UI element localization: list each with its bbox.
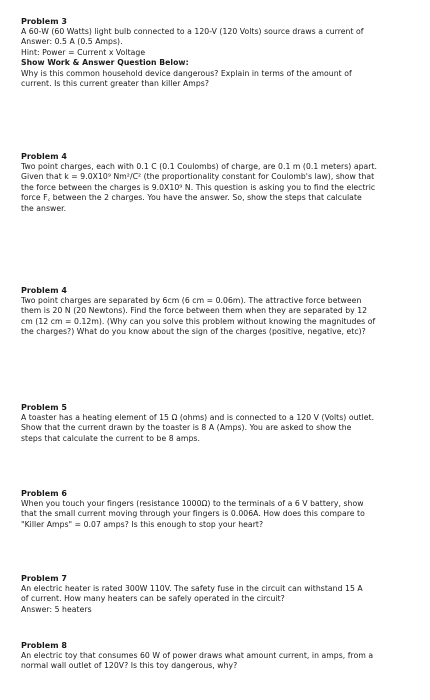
problem-title: Problem 4	[21, 286, 67, 295]
problem-line: force F꜀ between the 2 charges. You have the answer. So, show the steps that calculate	[21, 193, 362, 203]
problem-line: normal wall outlet of 120V? Is this toy dangerous, why?	[21, 661, 238, 671]
problem-7	[21, 574, 417, 615]
problem-title: Problem 7	[21, 574, 67, 583]
problem-line: When you touch your fingers (resistance 1000Ω) to the terminals of a 6 V battery, show	[21, 499, 364, 508]
problem-line: current. Is this current greater than killer Amps?	[21, 79, 209, 89]
problem-instruction: Show Work & Answer Question Below:	[21, 58, 189, 68]
problem-title: Problem 8	[21, 641, 67, 650]
problem-8	[21, 641, 417, 672]
problem-answer: Answer: 0.5 A (0.5 Amps).	[21, 37, 123, 47]
problem-line: Two point charges are separated by 6cm (6 cm = 0.06m). The attractive force between	[21, 296, 362, 305]
problem-line: of current. How many heaters can be safely operated in the circuit?	[21, 594, 285, 604]
problem-line: Show that the current drawn by the toaster is 8 A (Amps). You are asked to show the	[21, 423, 352, 433]
problem-title: Problem 3	[21, 17, 67, 26]
problem-line: A toaster has a heating element of 15 Ω (ohms) and is connected to a 120 V (Volts) outlet.	[21, 413, 375, 422]
problem-line: the answer.	[21, 203, 67, 213]
problem-5	[21, 403, 417, 444]
problem-line: cm (12 cm = 0.12m). (Why can you solve this problem without knowing the magnitudes of	[21, 316, 376, 326]
problem-4b	[21, 286, 417, 338]
problem-line: Two point charges, each with 0.1 C (0.1 Coulombs) of charge, are 0.1 m (0.1 meters) apart.	[21, 162, 378, 171]
problem-line: An electric toy that consumes 60 W of power draws what amount current, in amps, from a	[21, 651, 374, 660]
problem-line: steps that calculate the current to be 8 amps.	[21, 433, 200, 443]
problem-4a	[21, 152, 417, 214]
problem-answer: Answer: 5 heaters	[21, 604, 92, 614]
problem-line: the charges?) What do you know about the sign of the charges (positive, negative, etc)?	[21, 327, 366, 337]
problem-line: Why is this common household device dangerous? Explain in terms of the amount of	[21, 68, 352, 78]
problem-6	[21, 489, 417, 530]
problem-line: them is 20 N (20 Newtons). Find the force between them when they are separated by 12	[21, 306, 368, 316]
problem-hint: Hint: Power = Current x Voltage	[21, 47, 146, 57]
problem-line: that the small current moving through your fingers is 0.006A. How does this compare to	[21, 509, 365, 519]
problem-line: the force between the charges is 9.0X10⁹ N. This question is asking you to find the electric	[21, 182, 376, 192]
problem-title: Problem 5	[21, 403, 67, 412]
problem-title: Problem 6	[21, 489, 67, 498]
problem-line: A 60-W (60 Watts) light bulb connected to a 120-V (120 Volts) source draws a current of	[21, 27, 364, 36]
problem-line: An electric heater is rated 300W 110V. The safety fuse in the circuit can withstand 15 A	[21, 584, 363, 593]
problem-line: Given that k = 9.0X10⁹ Nm²/C² (the proportionality constant for Coulomb's law), show that	[21, 172, 375, 182]
problem-line: "Killer Amps" = 0.07 amps? Is this enough to stop your heart?	[21, 519, 264, 529]
problem-title: Problem 4	[21, 152, 67, 161]
problem-3	[21, 17, 417, 89]
